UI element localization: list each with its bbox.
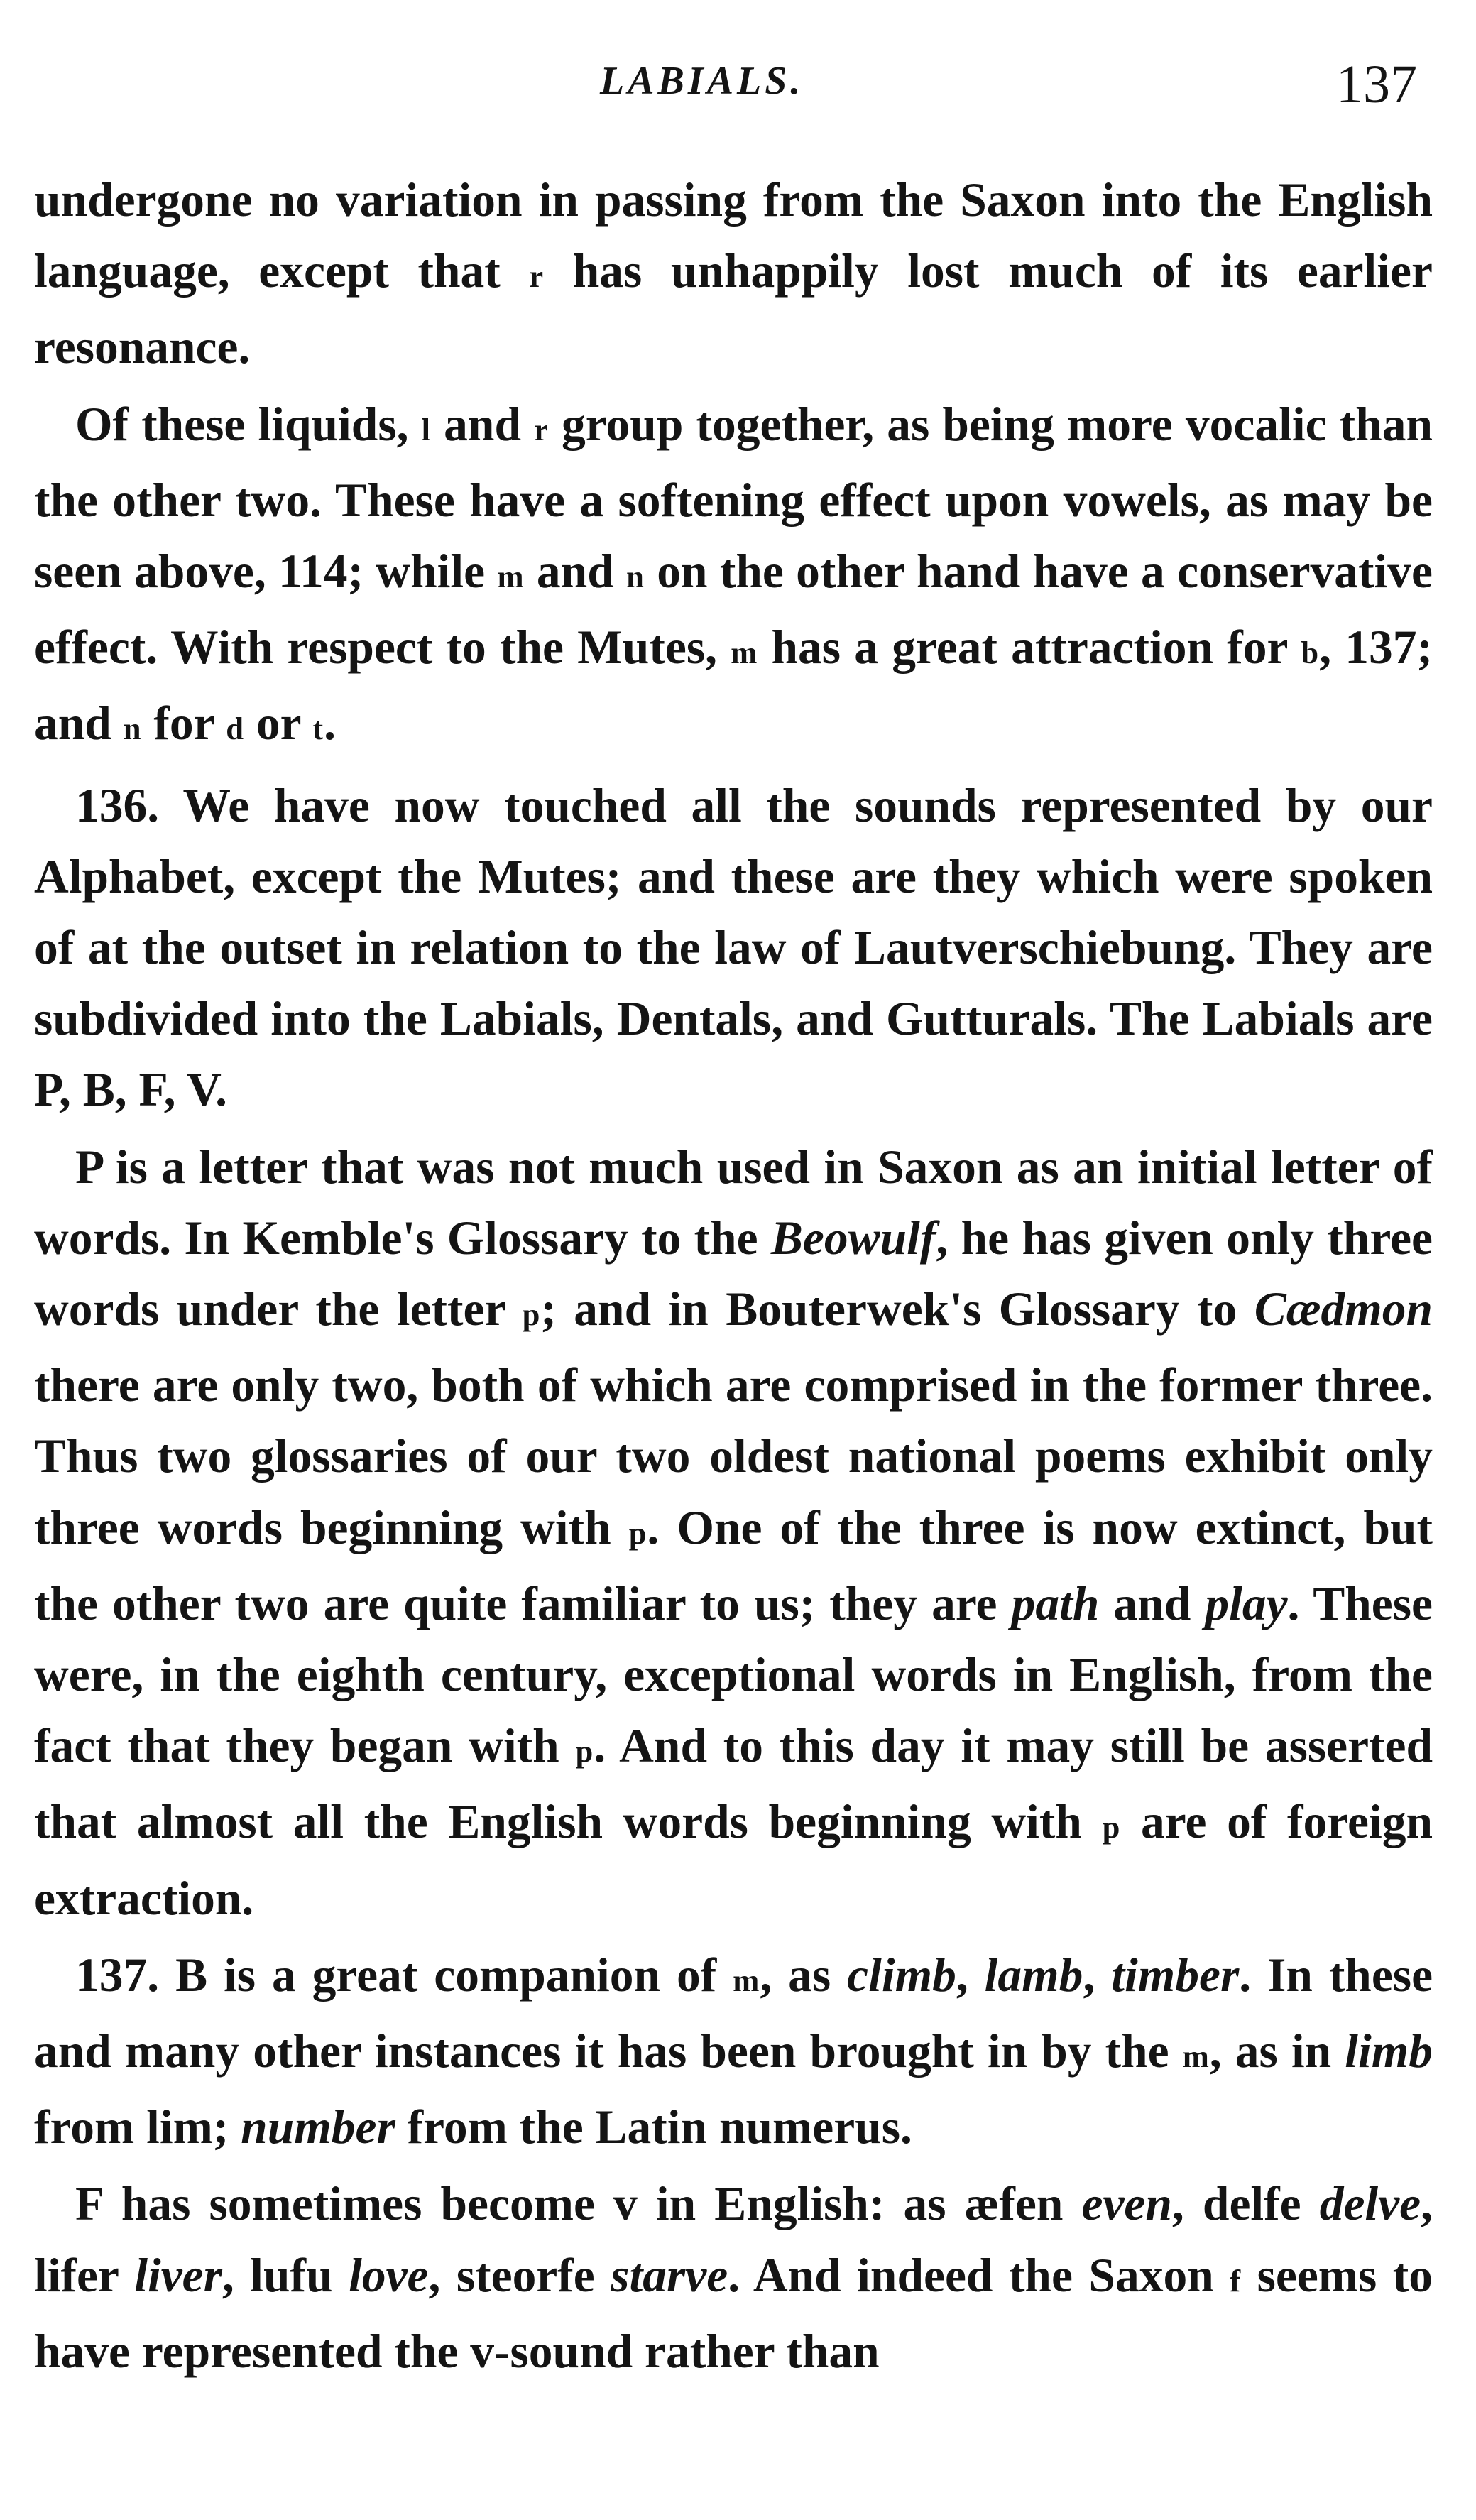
section-number: 136. [75,778,160,832]
body-text [34,165,1433,2387]
section-reference: 137 [1345,621,1417,675]
section-reference: 114 [278,545,348,599]
section-number: 137. [75,1948,160,2002]
page-number: 137 [1336,55,1417,114]
paragraph-136: 136. We have now touched all the sounds represented by our Alphabet, except the Mutes; and these are they which were spoken of at the outset in relation to the law of Lautverschiebung. They are subdivided into the Labials, Dentals, and Gutturals. The Labials are P, B, F, V. [34,778,1433,1117]
page-header [0,55,1476,129]
paragraph-liquids: Of these liquids, l and r group together, as being more vocalic than the other two. These have a softening effect upon vowels, as may be seen above, 114; while m and n on the other hand have a conservative effect. With respect to the Mutes, m has a great attraction for b, 137; and n for d or t. [34,397,1433,751]
running-title: LABIALS. [600,59,804,103]
paragraph-letter-f: F has sometimes become v in English: as æfen even, delfe delve, lifer liver, lufu love, steorfe starve. And indeed the Saxon f seems to have represented the v-sound rather than [34,2177,1433,2378]
paragraph-continuation: undergone no variation in passing from the Saxon into the English language, except that r has unhappily lost much of its earlier resonance. [34,173,1433,374]
paragraph-137: 137. B is a great companion of m, as climb, lamb, timber. In these and many other instances it has been brought in by the m, as in limb from lim; number from the Latin numerus. [34,1948,1433,2154]
paragraph-letter-p: P is a letter that was not much used in Saxon as an initial letter of words. In Kemble's Glossary to the Beowulf, he has given only three words under the letter p; and in Bouterwek's Glossary to Cædmon there are only two, both of which are comprised in the former three. Thus two glossaries of our two oldest national poems exhibit only three words beginning with p. One of the three is now extinct, but the other two are quite familiar to us; they are path and play. These were, in the eighth century, exceptional words in English, from the fact that they began with p. And to this day it may still be asserted that almost all the English words beginning with p are of foreign extraction. [34,1140,1433,1925]
